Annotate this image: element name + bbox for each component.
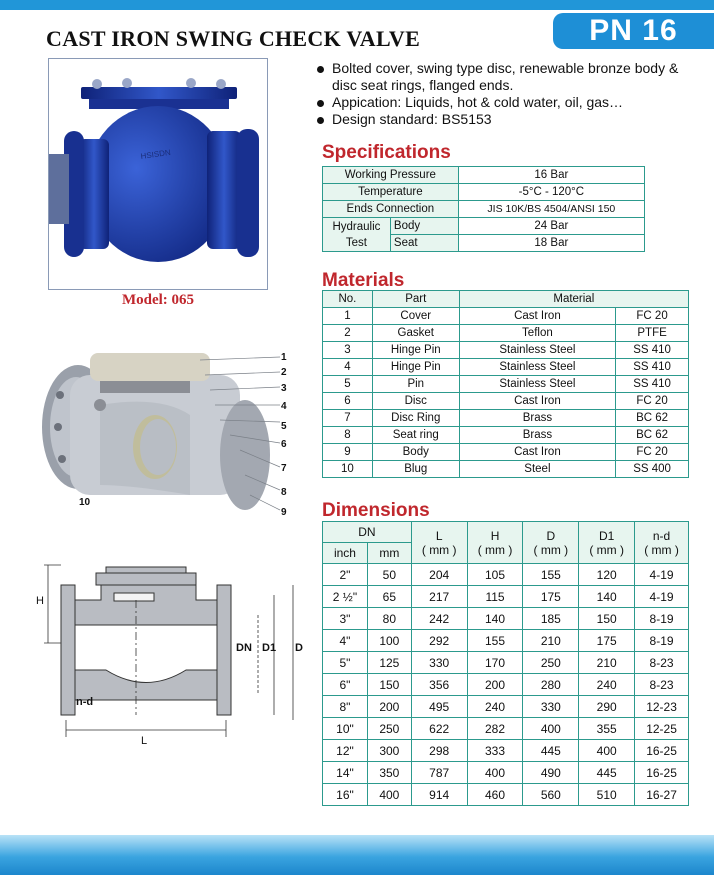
column-header — [523, 522, 579, 564]
table-cell: 490 — [523, 762, 579, 784]
drawing-label-l: L — [141, 735, 148, 747]
table-row — [323, 608, 689, 630]
table-cell: 560 — [523, 784, 579, 806]
table-cell: FC 20 — [616, 444, 689, 461]
table-row — [323, 586, 689, 608]
part-callout: 10 — [79, 497, 91, 508]
table-cell: 445 — [523, 740, 579, 762]
table-cell: 5 — [323, 376, 373, 393]
spec-label: Hydraulic Test — [323, 218, 391, 252]
table-cell: 8" — [323, 696, 368, 718]
dimension-drawing-illustration — [36, 555, 311, 755]
table-cell: 330 — [523, 696, 579, 718]
table-cell: 510 — [579, 784, 635, 806]
table-cell: 120 — [579, 564, 635, 586]
page-title: CAST IRON SWING CHECK VALVE — [46, 26, 421, 51]
table-cell: Body — [372, 444, 459, 461]
table-row — [323, 696, 689, 718]
table-cell: 445 — [579, 762, 635, 784]
table-cell: 4-19 — [635, 586, 689, 608]
column-unit: ( mm ) — [533, 542, 569, 557]
table-header-row — [323, 291, 689, 308]
table-cell: 495 — [411, 696, 467, 718]
drawing-label-d: D — [295, 642, 303, 654]
table-cell: 200 — [367, 696, 411, 718]
table-cell: 217 — [411, 586, 467, 608]
part-callout: 4 — [281, 401, 287, 412]
table-row — [323, 762, 689, 784]
spec-value: JIS 10K/BS 4504/ANSI 150 — [458, 201, 644, 218]
spec-label: Working Pressure — [323, 167, 459, 184]
table-cell: 8-19 — [635, 608, 689, 630]
table-cell: 125 — [367, 652, 411, 674]
materials-body — [323, 308, 689, 478]
spec-label: Seat — [390, 235, 458, 252]
table-cell: 4 — [323, 359, 373, 376]
table-cell: Stainless Steel — [459, 342, 616, 359]
table-cell: 250 — [523, 652, 579, 674]
table-row — [323, 201, 645, 218]
column-header: Material — [459, 291, 688, 308]
spec-label: Temperature — [323, 184, 459, 201]
valve-photo — [48, 58, 268, 290]
table-cell: 170 — [467, 652, 523, 674]
feature-item: Appication: Liquids, hot & cold water, oil, gas… — [316, 94, 701, 111]
dimensions-heading: Dimensions — [322, 500, 430, 521]
table-cell: Hinge Pin — [372, 342, 459, 359]
materials-heading: Materials — [322, 270, 405, 291]
feature-list — [316, 60, 701, 128]
column-unit: ( mm ) — [644, 542, 679, 557]
table-cell: PTFE — [616, 325, 689, 342]
table-cell: 12-25 — [635, 718, 689, 740]
table-cell: 200 — [467, 674, 523, 696]
table-cell: 185 — [523, 608, 579, 630]
feature-item: Design standard: BS5153 — [316, 111, 701, 128]
table-cell: 3 — [323, 342, 373, 359]
table-row — [323, 444, 689, 461]
table-cell: Disc — [372, 393, 459, 410]
table-cell: 400 — [467, 762, 523, 784]
column-header — [467, 522, 523, 564]
column-header — [579, 522, 635, 564]
table-cell: Cast Iron — [459, 308, 616, 325]
table-cell: Seat ring — [372, 427, 459, 444]
part-callout: 6 — [281, 439, 287, 450]
table-cell: SS 410 — [616, 342, 689, 359]
dimensions-body — [323, 564, 689, 806]
table-row — [323, 718, 689, 740]
table-cell: 2" — [323, 564, 368, 586]
table-cell: Stainless Steel — [459, 359, 616, 376]
column-header — [635, 522, 689, 564]
table-cell: 622 — [411, 718, 467, 740]
table-cell: 8-23 — [635, 652, 689, 674]
table-row — [323, 461, 689, 478]
table-cell: 12-23 — [635, 696, 689, 718]
table-cell: 8-19 — [635, 630, 689, 652]
table-cell: SS 410 — [616, 376, 689, 393]
table-cell: Cast Iron — [459, 393, 616, 410]
part-callout: 2 — [281, 367, 287, 378]
table-row — [323, 674, 689, 696]
table-cell: 6" — [323, 674, 368, 696]
table-cell: 65 — [367, 586, 411, 608]
table-cell: Pin — [372, 376, 459, 393]
table-cell: Hinge Pin — [372, 359, 459, 376]
table-cell: 4" — [323, 630, 368, 652]
table-cell: 333 — [467, 740, 523, 762]
table-cell: 210 — [579, 652, 635, 674]
table-cell: SS 410 — [616, 359, 689, 376]
table-cell: Stainless Steel — [459, 376, 616, 393]
table-cell: 8-23 — [635, 674, 689, 696]
table-cell: Disc Ring — [372, 410, 459, 427]
table-cell: 12" — [323, 740, 368, 762]
table-cell: 300 — [367, 740, 411, 762]
table-cell: 298 — [411, 740, 467, 762]
table-row — [323, 652, 689, 674]
table-row — [323, 410, 689, 427]
table-cell: 50 — [367, 564, 411, 586]
svg-text:HSISDN: HSISDN — [140, 147, 172, 161]
table-cell: 330 — [411, 652, 467, 674]
spec-value: 24 Bar — [458, 218, 644, 235]
table-cell: 460 — [467, 784, 523, 806]
dimension-drawing — [36, 555, 311, 755]
drawing-label-dn: DN — [236, 642, 252, 654]
table-cell: FC 20 — [616, 308, 689, 325]
column-header: No. — [323, 291, 373, 308]
table-row — [323, 740, 689, 762]
table-cell: 400 — [523, 718, 579, 740]
spec-label: Body — [390, 218, 458, 235]
table-cell: 3" — [323, 608, 368, 630]
table-cell: 150 — [367, 674, 411, 696]
table-cell: 350 — [367, 762, 411, 784]
top-accent-bar — [0, 0, 714, 10]
table-cell: 400 — [579, 740, 635, 762]
column-unit: ( mm ) — [477, 542, 513, 557]
table-row — [323, 167, 645, 184]
table-cell: 400 — [367, 784, 411, 806]
table-row — [323, 376, 689, 393]
column-header — [411, 522, 467, 564]
table-cell: 250 — [367, 718, 411, 740]
bottom-accent-bar — [0, 835, 714, 875]
part-callout: 9 — [281, 507, 287, 518]
specifications-heading: Specifications — [322, 142, 451, 163]
table-cell: 16" — [323, 784, 368, 806]
materials-table — [322, 290, 689, 478]
table-cell: Gasket — [372, 325, 459, 342]
table-header-row — [323, 522, 689, 543]
column-name: n-d — [652, 528, 671, 543]
table-cell: 100 — [367, 630, 411, 652]
table-cell: 2 ½" — [323, 586, 368, 608]
table-cell: 175 — [523, 586, 579, 608]
table-cell: 150 — [579, 608, 635, 630]
table-cell: 240 — [579, 674, 635, 696]
table-row — [323, 564, 689, 586]
column-header: Part — [372, 291, 459, 308]
column-name: D — [546, 528, 556, 543]
model-label: Model: 065 — [121, 292, 195, 308]
table-cell: 292 — [411, 630, 467, 652]
table-row — [323, 218, 645, 235]
spec-value: 18 Bar — [458, 235, 644, 252]
table-cell: 4-19 — [635, 564, 689, 586]
table-cell: 14" — [323, 762, 368, 784]
table-cell: 355 — [579, 718, 635, 740]
dimensions-table — [322, 521, 689, 806]
table-cell: 6 — [323, 393, 373, 410]
table-cell: 10 — [323, 461, 373, 478]
table-cell: 242 — [411, 608, 467, 630]
table-cell: Teflon — [459, 325, 616, 342]
table-cell: Blug — [372, 461, 459, 478]
table-cell: 2 — [323, 325, 373, 342]
table-cell: 5" — [323, 652, 368, 674]
table-cell: 280 — [523, 674, 579, 696]
table-cell: 16-25 — [635, 762, 689, 784]
table-row — [323, 342, 689, 359]
part-callout: 3 — [281, 383, 287, 394]
table-cell: 115 — [467, 586, 523, 608]
drawing-label-nd: n-d — [76, 696, 94, 708]
table-cell: 105 — [467, 564, 523, 586]
table-cell: Brass — [459, 410, 616, 427]
table-cell: 7 — [323, 410, 373, 427]
column-unit: ( mm ) — [421, 542, 457, 557]
column-name: H — [490, 528, 500, 543]
table-row — [323, 184, 645, 201]
table-cell: 356 — [411, 674, 467, 696]
specifications-table — [322, 166, 645, 252]
column-header: DN — [323, 522, 412, 543]
table-row — [323, 393, 689, 410]
table-cell: 140 — [467, 608, 523, 630]
table-cell: Cast Iron — [459, 444, 616, 461]
part-callout: 1 — [281, 352, 287, 363]
part-callout: 8 — [281, 487, 287, 498]
table-row — [323, 427, 689, 444]
valve-illustration — [49, 59, 267, 289]
table-cell: 155 — [467, 630, 523, 652]
table-cell: 9 — [323, 444, 373, 461]
table-cell: 282 — [467, 718, 523, 740]
drawing-label-h: H — [36, 595, 44, 607]
table-cell: Brass — [459, 427, 616, 444]
table-row — [323, 784, 689, 806]
table-cell: 914 — [411, 784, 467, 806]
pressure-rating-badge: PN 16 — [553, 13, 714, 49]
table-cell: Cover — [372, 308, 459, 325]
column-unit: ( mm ) — [589, 542, 624, 557]
table-cell: 204 — [411, 564, 467, 586]
table-cell: 787 — [411, 762, 467, 784]
drawing-label-d1: D1 — [262, 642, 277, 654]
column-header: mm — [367, 543, 411, 564]
table-cell: FC 20 — [616, 393, 689, 410]
part-callout: 5 — [281, 421, 287, 432]
spec-value: -5°C - 120°C — [458, 184, 644, 201]
table-cell: Steel — [459, 461, 616, 478]
column-name: D1 — [599, 528, 615, 543]
table-cell: 16-27 — [635, 784, 689, 806]
table-row — [323, 308, 689, 325]
column-name: L — [435, 528, 443, 543]
table-row — [323, 359, 689, 376]
part-callout: 7 — [281, 463, 287, 474]
table-cell: SS 400 — [616, 461, 689, 478]
table-cell: 290 — [579, 696, 635, 718]
table-cell: BC 62 — [616, 410, 689, 427]
table-row — [323, 325, 689, 342]
table-cell: 16-25 — [635, 740, 689, 762]
table-cell: 8 — [323, 427, 373, 444]
table-cell: 1 — [323, 308, 373, 325]
table-cell: 240 — [467, 696, 523, 718]
table-cell: 80 — [367, 608, 411, 630]
feature-item: Bolted cover, swing type disc, renewable bronze body & disc seat rings, flanged ends. — [316, 60, 701, 94]
column-header: inch — [323, 543, 368, 564]
table-cell: BC 62 — [616, 427, 689, 444]
table-cell: 210 — [523, 630, 579, 652]
spec-value: 16 Bar — [458, 167, 644, 184]
table-row — [323, 630, 689, 652]
table-cell: 175 — [579, 630, 635, 652]
table-cell: 140 — [579, 586, 635, 608]
table-cell: 10" — [323, 718, 368, 740]
spec-label: Ends Connection — [323, 201, 459, 218]
table-cell: 155 — [523, 564, 579, 586]
